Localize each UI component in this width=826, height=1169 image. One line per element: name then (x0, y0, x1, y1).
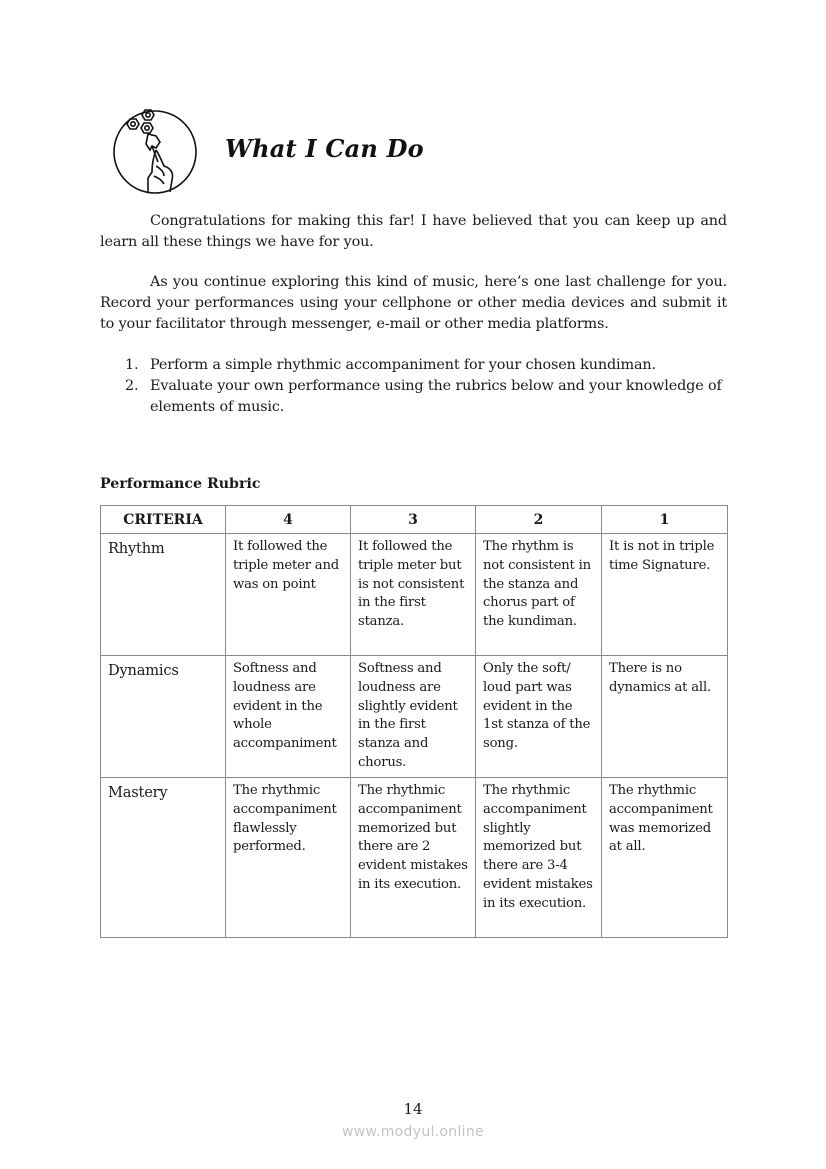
task-item: 2. Evaluate your own performance using the rubrics below and your knowledge of elements of music. (125, 378, 722, 415)
performance-rubric-table (100, 505, 728, 938)
criteria-cell: Dynamics (101, 656, 226, 778)
hand-wrench-icon (112, 106, 198, 196)
rubric-heading: Performance Rubric (100, 476, 261, 492)
section-title: What I Can Do (225, 134, 424, 163)
page-number: 14 (403, 1100, 423, 1118)
column-header-1: 1 (602, 506, 728, 534)
table-row (101, 534, 728, 656)
rubric-cell: The rhythmic accompaniment memorized but there are 2 evident mistakes in its execution. (351, 778, 476, 938)
rubric-cell: The rhythmic accompaniment flawlessly performed. (226, 778, 351, 938)
rubric-cell: It followed the triple meter and was on point (226, 534, 351, 656)
rubric-cell: It is not in triple time Signature. (602, 534, 728, 656)
rubric-cell: The rhythmic accompaniment slightly memorized but there are 3-4 evident mistakes in its execution. (476, 778, 602, 938)
challenge-paragraph: As you continue exploring this kind of music, here’s one last challenge for you. Record your performances using your cellphone or other media devices and submit it to your facilitator through messenger, e-mail or other media platforms. (100, 274, 727, 332)
intro-paragraph: Congratulations for making this far! I have believed that you can keep up and learn all these things we have for you. (100, 213, 727, 250)
rubric-cell: Softness and loudness are evident in the whole accompaniment (226, 656, 351, 778)
column-header-4: 4 (226, 506, 351, 534)
criteria-cell: Mastery (101, 778, 226, 938)
rubric-cell: Softness and loudness are slightly evident in the first stanza and chorus. (351, 656, 476, 778)
table-row (101, 656, 728, 778)
rubric-cell: Only the soft/ loud part was evident in the 1st stanza of the song. (476, 656, 602, 778)
column-header-3: 3 (351, 506, 476, 534)
rubric-cell: The rhythm is not consistent in the stanza and chorus part of the kundiman. (476, 534, 602, 656)
rubric-cell: It followed the triple meter but is not consistent in the first stanza. (351, 534, 476, 656)
column-header-2: 2 (476, 506, 602, 534)
column-header-criteria: CRITERIA (101, 506, 226, 534)
rubric-cell: The rhythmic accompaniment was memorized at all. (602, 778, 728, 938)
watermark: www.modyul.online (342, 1124, 484, 1140)
criteria-cell: Rhythm (101, 534, 226, 656)
task-item: 1. Perform a simple rhythmic accompaniment for your chosen kundiman. (125, 357, 656, 373)
table-header-row (101, 506, 728, 534)
rubric-cell: There is no dynamics at all. (602, 656, 728, 778)
task-list (100, 355, 727, 418)
table-row (101, 778, 728, 938)
